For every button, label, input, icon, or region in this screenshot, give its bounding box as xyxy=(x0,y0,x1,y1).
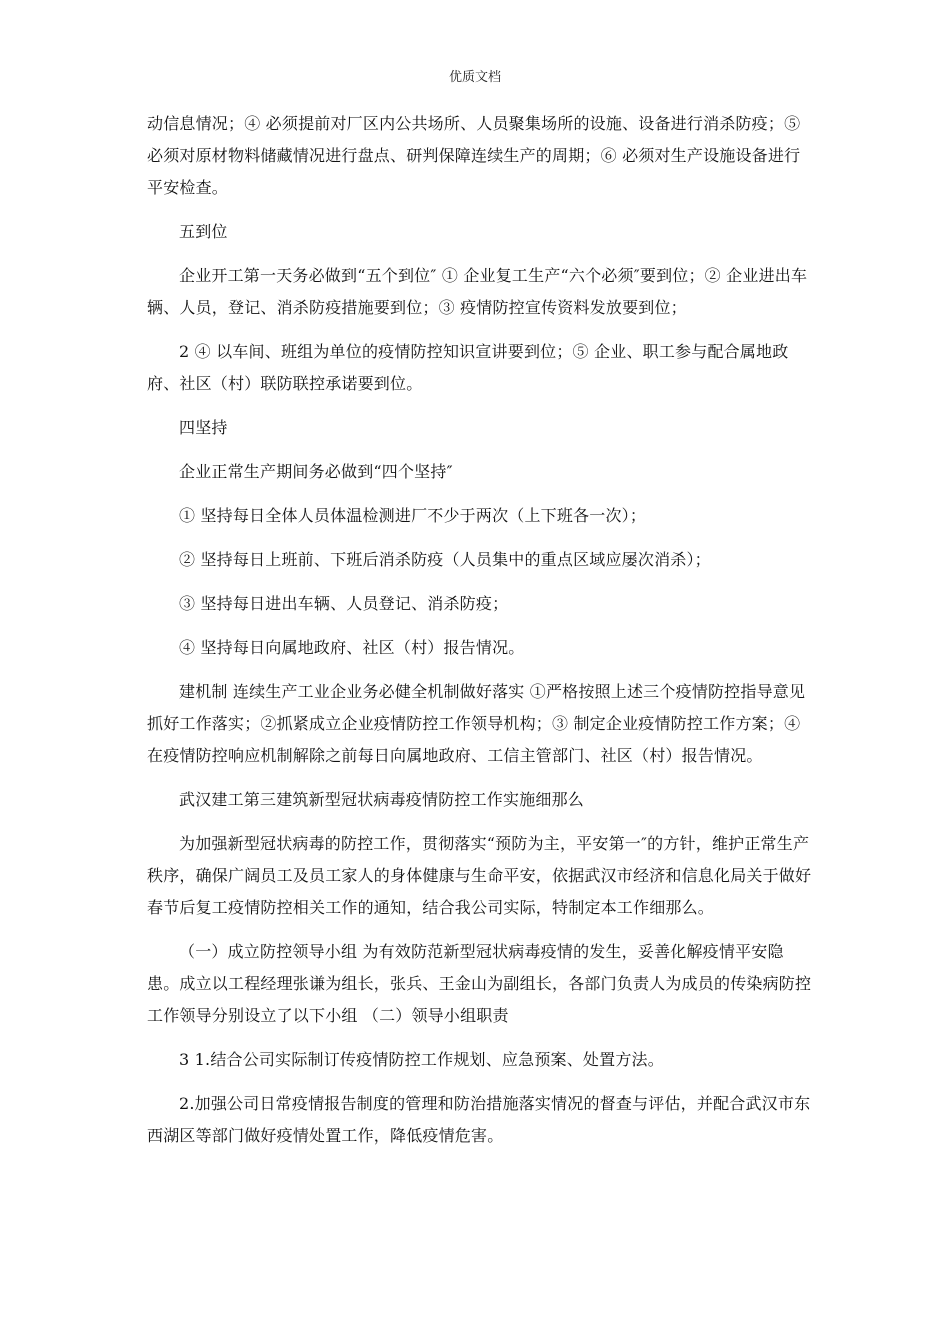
paragraph: 企业正常生产期间务必做到“四个坚持″ xyxy=(179,462,453,481)
list-item: ② 坚持每日上班前、下班后消杀防疫（人员集中的重点区域应屡次消杀）； xyxy=(179,550,711,569)
paragraph-continuation: 动信息情况；④ 必须提前对厂区内公共场所、人员聚集场所的设施、设备进行消杀防疫；⑤ 必须对原材物料储藏情况进行盘点、研判保障连续生产的周期；⑥ 必须对生产设施设备进行平安检查。 xyxy=(147,114,801,197)
list-item: ① 坚持每日全体人员体温检测进厂不少于两次（上下班各一次）； xyxy=(179,506,647,525)
document-subtitle: 武汉建工第三建筑新型冠状病毒疫情防控工作实施细那么 xyxy=(179,790,585,809)
paragraph: 企业开工第一天务必做到“五个到位″ ① 企业复工生产“六个必须″要到位；② 企业进出车辆、人员，登记、消杀防疫措施要到位；③ 疫情防控宣传资料发放要到位； xyxy=(147,266,808,317)
paragraph: （一）成立防控领导小组 为有效防范新型冠状病毒疫情的发生，妥善化解疫情平安隐患。成立以工程经理张谦为组长，张兵、王金山为副组长，各部门负责人为成员的传染病防控工作领导分别设立了以下小组 （二）领导小组职责 xyxy=(147,942,812,1025)
document-body xyxy=(147,108,815,1164)
page-header: 优质文档 xyxy=(448,70,501,85)
section-heading-five: 五到位 xyxy=(179,222,228,241)
list-item: ④ 坚持每日向属地政府、社区（村）报告情况。 xyxy=(179,638,525,657)
paragraph: 2.加强公司日常疫情报告制度的管理和防治措施落实情况的督查与评估，并配合武汉市东西湖区等部门做好疫情处置工作，降低疫情危害。 xyxy=(147,1094,811,1145)
list-item: ③ 坚持每日进出车辆、人员登记、消杀防疫； xyxy=(179,594,509,613)
paragraph: 建机制 连续生产工业企业务必健全机制做好落实 ①严格按照上述三个疫情防控指导意见抓好工作落实；②抓紧成立企业疫情防控工作领导机构；③ 制定企业疫情防控工作方案；④ 在疫情防控响应机制解除之前每日向属地政府、工信主管部门、社区（村）报告情况。 xyxy=(147,682,806,765)
paragraph: 为加强新型冠状病毒的防控工作，贯彻落实“预防为主，平安第一″的方针，维护正常生产秩序，确保广阔员工及员工家人的身体健康与生命平安，依据武汉市经济和信息化局关于做好春节后复工疫情防控相关工作的通知，结合我公司实际，特制定本工作细那么。 xyxy=(147,834,812,917)
paragraph: 2 ④ 以车间、班组为单位的疫情防控知识宣讲要到位；⑤ 企业、职工参与配合属地政府、社区（村）联防联控承诺要到位。 xyxy=(147,342,789,393)
paragraph: 3 1.结合公司实际制订传疫情防控工作规划、应急预案、处置方法。 xyxy=(179,1050,664,1069)
section-heading-four: 四坚持 xyxy=(179,418,228,437)
